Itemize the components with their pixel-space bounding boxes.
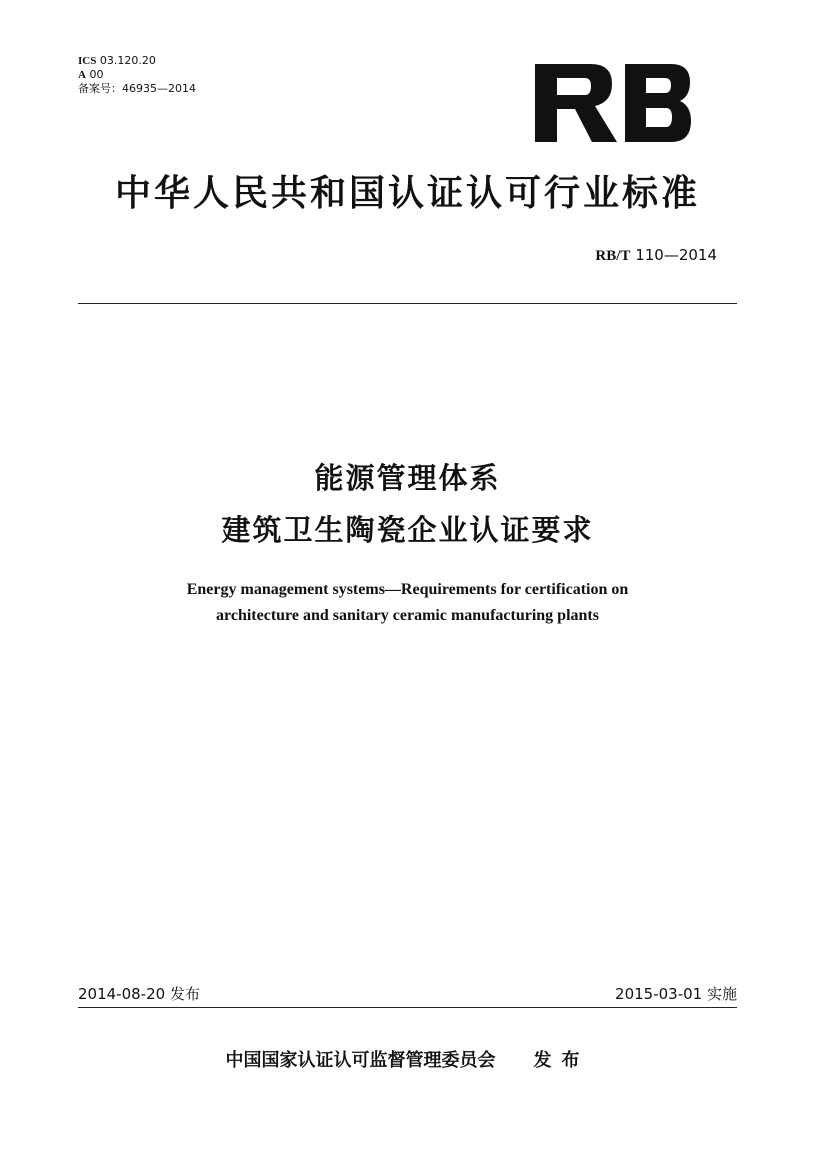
ics-value: 03.120.20: [99, 54, 156, 67]
ccs-code: [78, 68, 196, 82]
document-title-line1: 能源管理体系: [314, 461, 501, 495]
issue-date: 2014-08-20 发布: [78, 985, 200, 1003]
filing-number: 备案号：46935—2014: [78, 82, 196, 95]
english-title-line1: Energy management systems—Requirements for certification on: [186, 581, 629, 598]
standard-category-title: 中华人民共和国认证认可行业标准: [114, 173, 700, 214]
ccs-value: 00: [89, 68, 104, 81]
publisher-name: 中国国家认证认可监督管理委员会: [225, 1050, 496, 1071]
standard-code: [595, 246, 717, 265]
footer-divider: [78, 1007, 737, 1008]
publisher-line: [0, 1046, 815, 1072]
english-title-line2: architecture and sanitary ceramic manufacturing plants: [216, 607, 599, 624]
standard-code-prefix: RB/T: [595, 248, 631, 264]
ics-code: [78, 54, 196, 68]
ics-label: ICS: [78, 55, 97, 67]
rb-logo: [535, 64, 691, 142]
implementation-date: 2015-03-01 实施: [615, 985, 737, 1003]
ccs-label: A: [78, 69, 86, 81]
standard-code-number: 110—2014: [635, 246, 717, 264]
publish-action: 发布: [533, 1050, 590, 1071]
header-divider: [78, 303, 737, 304]
classification-block: [78, 54, 196, 95]
document-title-line2: 建筑卫生陶瓷企业认证要求: [221, 513, 594, 547]
